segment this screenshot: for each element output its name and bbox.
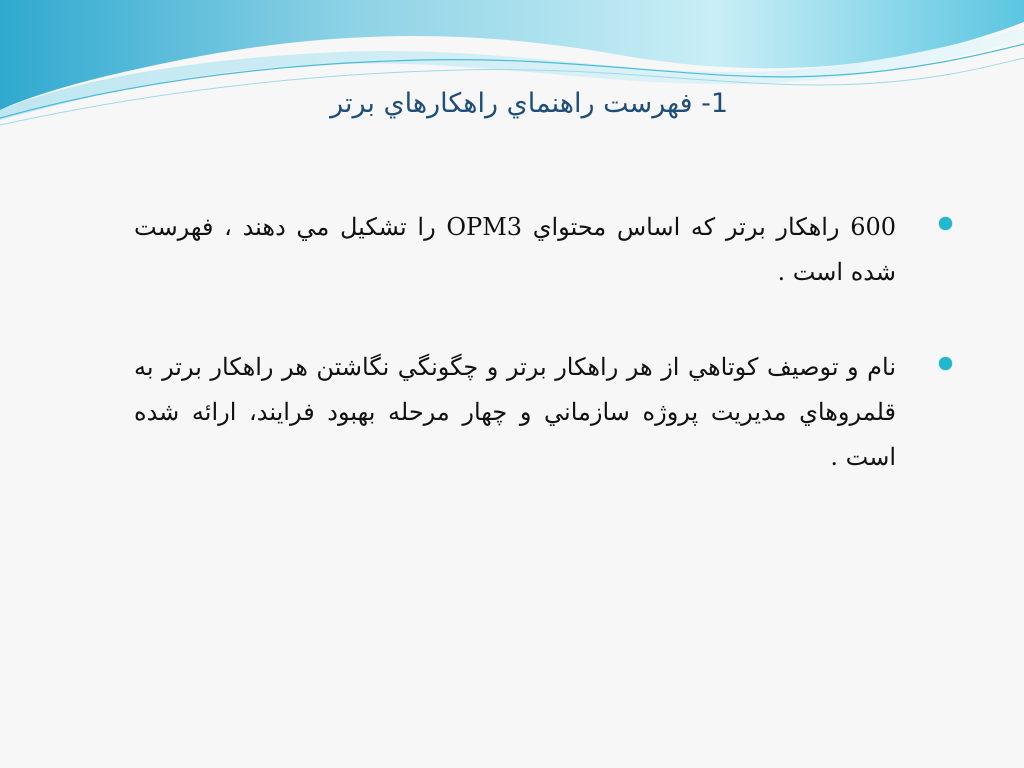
list-item bbox=[134, 345, 924, 480]
bullet-dot-icon bbox=[939, 217, 952, 230]
list-item bbox=[134, 205, 924, 295]
bullet-list bbox=[134, 205, 924, 530]
slide-title: 1- فهرست راهنماي راهكارهاي برتر bbox=[330, 88, 728, 119]
bullet-dot-icon bbox=[939, 357, 952, 370]
bullet-text: 600 راهكار برتر كه اساس محتواي OPM3 را تشكيل مي دهند ، فهرست شده است . bbox=[134, 213, 896, 286]
bullet-text: نام و توصيف كوتاهي از هر راهكار برتر و چگونگي نگاشتن هر راهكار برتر به قلمروهاي مديريت پروژه سازماني و چهار مرحله بهبود فرايند، ارائه شده است . bbox=[134, 353, 896, 471]
